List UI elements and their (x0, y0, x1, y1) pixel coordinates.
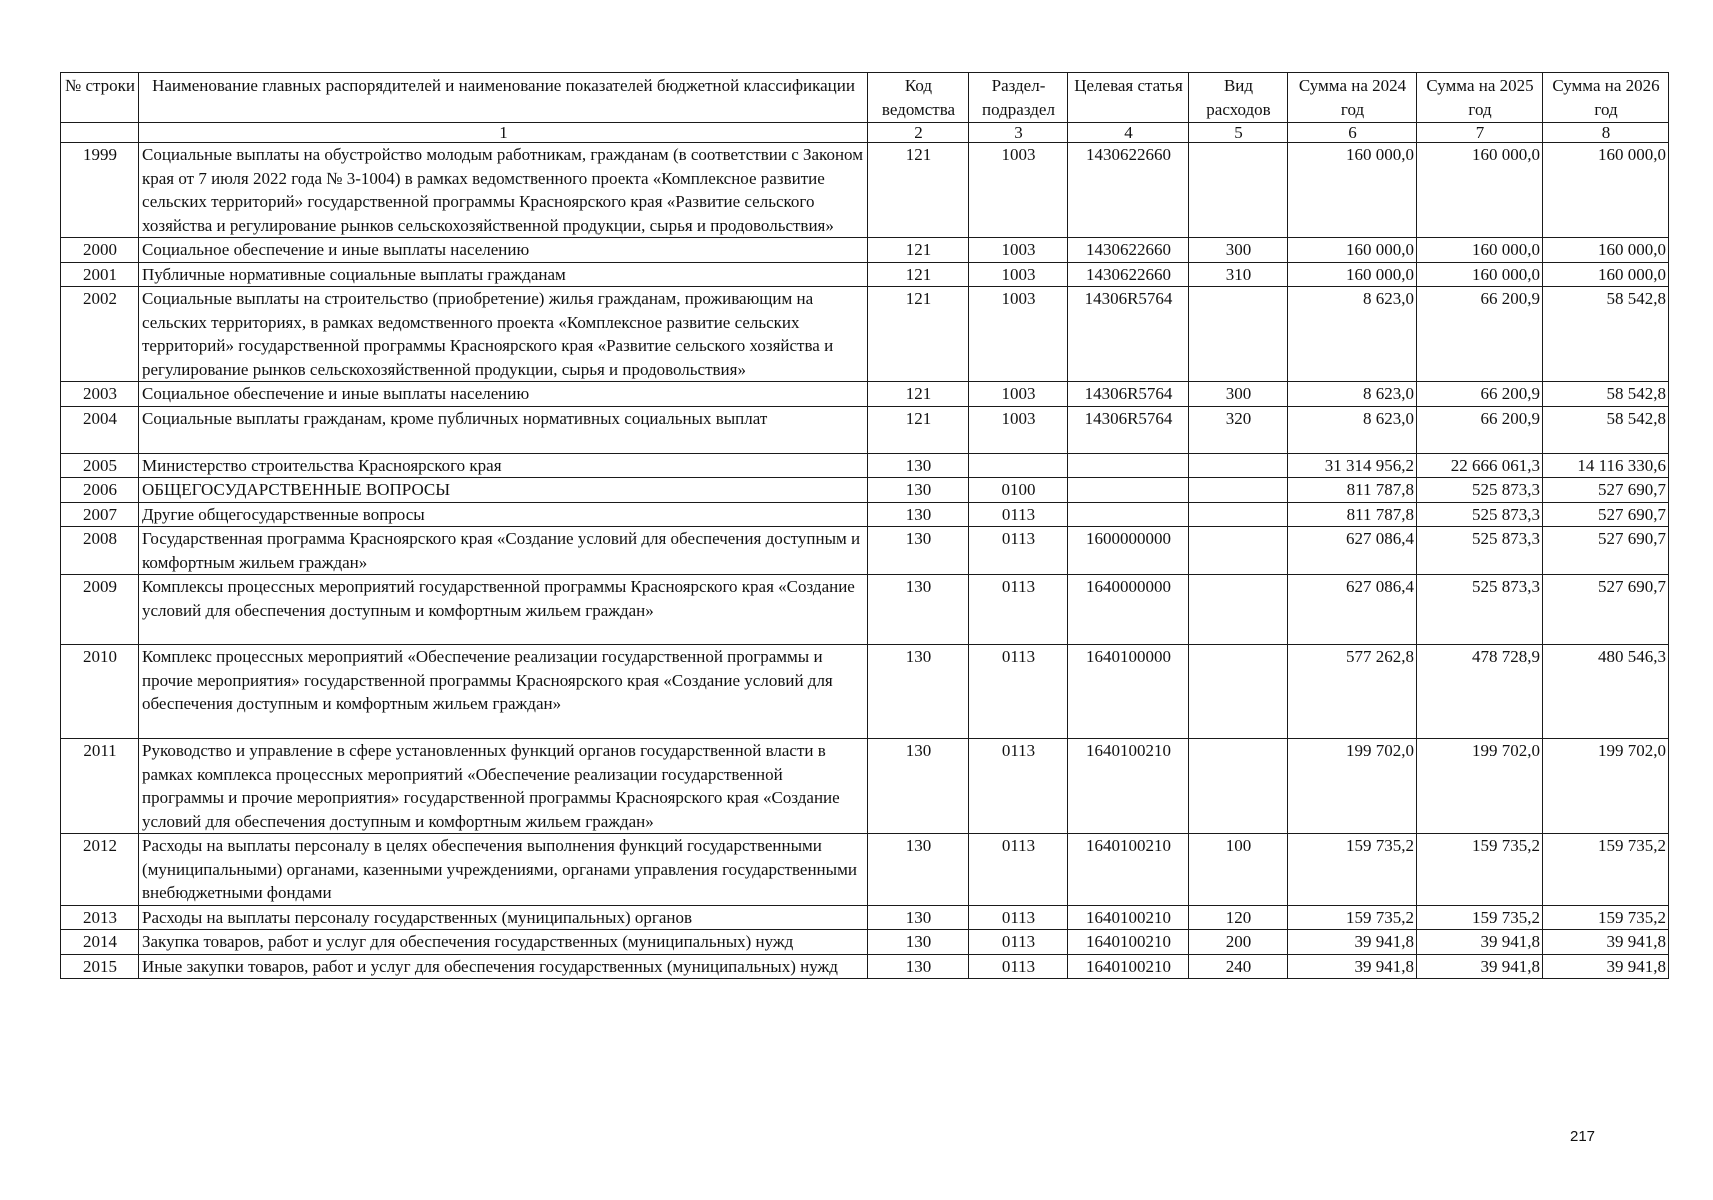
row-section (969, 453, 1068, 478)
row-sum-2024: 577 262,8 (1288, 645, 1417, 739)
row-expense-type (1189, 502, 1288, 527)
row-sum-2025: 159 735,2 (1417, 905, 1543, 930)
row-name: Социальное обеспечение и иные выплаты населению (139, 238, 868, 263)
row-sum-2026: 527 690,7 (1543, 502, 1669, 527)
row-department-code: 121 (868, 406, 969, 453)
row-name: Публичные нормативные социальные выплаты гражданам (139, 262, 868, 287)
budget-sheet (60, 72, 1668, 979)
table-row (61, 905, 1669, 930)
column-number: 8 (1543, 123, 1669, 143)
row-sum-2025: 199 702,0 (1417, 739, 1543, 834)
row-target-article: 1640100000 (1068, 645, 1189, 739)
row-name: Комплекс процессных мероприятий «Обеспечение реализации государственной программы и прочие мероприятия» государственной программы Красноярского края «Создание условий для обеспечения доступным и комфортным жильем граждан» (139, 645, 868, 739)
row-department-code: 130 (868, 739, 969, 834)
row-number: 2011 (61, 739, 139, 834)
row-target-article: 14306R5764 (1068, 287, 1189, 382)
row-section: 0113 (969, 739, 1068, 834)
row-sum-2024: 627 086,4 (1288, 575, 1417, 645)
table-row (61, 453, 1669, 478)
header-section: Раздел-подраздел (969, 73, 1068, 123)
row-sum-2026: 199 702,0 (1543, 739, 1669, 834)
row-name: Социальное обеспечение и иные выплаты населению (139, 382, 868, 407)
row-sum-2025: 160 000,0 (1417, 238, 1543, 263)
row-expense-type: 240 (1189, 954, 1288, 979)
column-number (61, 123, 139, 143)
row-target-article: 1640100210 (1068, 954, 1189, 979)
column-number: 4 (1068, 123, 1189, 143)
row-name: Министерство строительства Красноярского края (139, 453, 868, 478)
row-department-code: 130 (868, 645, 969, 739)
row-target-article: 1640100210 (1068, 834, 1189, 906)
row-department-code: 130 (868, 502, 969, 527)
row-sum-2025: 39 941,8 (1417, 930, 1543, 955)
row-section: 0113 (969, 930, 1068, 955)
row-sum-2024: 39 941,8 (1288, 954, 1417, 979)
row-sum-2026: 58 542,8 (1543, 406, 1669, 453)
table-row (61, 287, 1669, 382)
row-department-code: 130 (868, 954, 969, 979)
row-expense-type: 300 (1189, 238, 1288, 263)
row-expense-type: 120 (1189, 905, 1288, 930)
row-name: ОБЩЕГОСУДАРСТВЕННЫЕ ВОПРОСЫ (139, 478, 868, 503)
row-sum-2025: 66 200,9 (1417, 382, 1543, 407)
row-section: 0113 (969, 527, 1068, 575)
row-number: 2002 (61, 287, 139, 382)
row-sum-2024: 811 787,8 (1288, 502, 1417, 527)
row-section: 0113 (969, 575, 1068, 645)
row-department-code: 130 (868, 575, 969, 645)
row-department-code: 130 (868, 905, 969, 930)
row-sum-2026: 58 542,8 (1543, 287, 1669, 382)
table-row (61, 739, 1669, 834)
row-sum-2025: 525 873,3 (1417, 575, 1543, 645)
row-expense-type: 300 (1189, 382, 1288, 407)
row-number: 2005 (61, 453, 139, 478)
row-number: 2001 (61, 262, 139, 287)
row-expense-type: 310 (1189, 262, 1288, 287)
header-department-code: Код ведомства (868, 73, 969, 123)
row-name: Другие общегосударственные вопросы (139, 502, 868, 527)
row-department-code: 130 (868, 478, 969, 503)
row-number: 2013 (61, 905, 139, 930)
row-target-article: 1640100210 (1068, 739, 1189, 834)
row-expense-type (1189, 575, 1288, 645)
row-department-code: 130 (868, 930, 969, 955)
row-section: 0113 (969, 502, 1068, 527)
column-number: 3 (969, 123, 1068, 143)
row-sum-2024: 160 000,0 (1288, 143, 1417, 238)
row-sum-2025: 66 200,9 (1417, 406, 1543, 453)
row-expense-type: 100 (1189, 834, 1288, 906)
header-sum-2025: Сумма на 2025 год (1417, 73, 1543, 123)
row-sum-2026: 480 546,3 (1543, 645, 1669, 739)
row-sum-2025: 66 200,9 (1417, 287, 1543, 382)
table-row (61, 954, 1669, 979)
row-target-article: 1600000000 (1068, 527, 1189, 575)
row-section: 1003 (969, 406, 1068, 453)
table-row (61, 645, 1669, 739)
row-sum-2025: 160 000,0 (1417, 143, 1543, 238)
row-sum-2024: 160 000,0 (1288, 238, 1417, 263)
row-sum-2024: 160 000,0 (1288, 262, 1417, 287)
row-name: Иные закупки товаров, работ и услуг для обеспечения государственных (муниципальных) нужд (139, 954, 868, 979)
row-section: 1003 (969, 143, 1068, 238)
column-number: 2 (868, 123, 969, 143)
row-target-article (1068, 478, 1189, 503)
row-section: 0113 (969, 954, 1068, 979)
table-row (61, 382, 1669, 407)
row-department-code: 121 (868, 262, 969, 287)
row-name: Социальные выплаты на строительство (приобретение) жилья гражданам, проживающим на сельских территориях, в рамках ведомственного проекта «Комплексное развитие сельских территорий» государственной программы Красноярского края «Развитие сельского хозяйства и регулирование рынков сельскохозяйственной продукции, сырья и продовольствия» (139, 287, 868, 382)
row-sum-2025: 39 941,8 (1417, 954, 1543, 979)
row-section: 0100 (969, 478, 1068, 503)
row-sum-2026: 39 941,8 (1543, 930, 1669, 955)
row-expense-type (1189, 143, 1288, 238)
row-department-code: 130 (868, 834, 969, 906)
row-section: 1003 (969, 287, 1068, 382)
row-target-article: 1640100210 (1068, 930, 1189, 955)
header-row (61, 73, 1669, 123)
row-sum-2024: 627 086,4 (1288, 527, 1417, 575)
row-sum-2026: 527 690,7 (1543, 478, 1669, 503)
row-sum-2024: 199 702,0 (1288, 739, 1417, 834)
row-sum-2024: 159 735,2 (1288, 905, 1417, 930)
row-target-article (1068, 453, 1189, 478)
row-number: 2010 (61, 645, 139, 739)
row-target-article: 1430622660 (1068, 143, 1189, 238)
row-number: 1999 (61, 143, 139, 238)
row-number: 2014 (61, 930, 139, 955)
row-number: 2012 (61, 834, 139, 906)
row-sum-2026: 160 000,0 (1543, 262, 1669, 287)
header-sum-2026: Сумма на 2026 год (1543, 73, 1669, 123)
row-sum-2026: 527 690,7 (1543, 575, 1669, 645)
column-number-row (61, 123, 1669, 143)
row-sum-2025: 22 666 061,3 (1417, 453, 1543, 478)
row-name: Государственная программа Красноярского края «Создание условий для обеспечения доступным и комфортным жильем граждан» (139, 527, 868, 575)
row-name: Социальные выплаты на обустройство молодым работникам, гражданам (в соответствии с Законом края от 7 июля 2022 года № 3-1004) в рамках ведомственного проекта «Комплексное развитие сельских территорий» государственной программы Красноярского края «Развитие сельского хозяйства и регулирование рынков сельскохозяйственной продукции, сырья и продовольствия» (139, 143, 868, 238)
row-name: Руководство и управление в сфере установленных функций органов государственной власти в рамках комплекса процессных мероприятий «Обеспечение реализации государственной программы и прочие мероприятия» государственной программы Красноярского края «Создание условий для обеспечения доступным и комфортным жильем граждан» (139, 739, 868, 834)
row-department-code: 121 (868, 143, 969, 238)
row-expense-type (1189, 453, 1288, 478)
column-number: 6 (1288, 123, 1417, 143)
row-sum-2024: 8 623,0 (1288, 406, 1417, 453)
row-name: Закупка товаров, работ и услуг для обеспечения государственных (муниципальных) нужд (139, 930, 868, 955)
row-sum-2026: 159 735,2 (1543, 905, 1669, 930)
row-sum-2024: 8 623,0 (1288, 382, 1417, 407)
row-number: 2008 (61, 527, 139, 575)
header-target-article: Целевая статья (1068, 73, 1189, 123)
row-expense-type (1189, 527, 1288, 575)
row-department-code: 121 (868, 238, 969, 263)
row-sum-2026: 58 542,8 (1543, 382, 1669, 407)
row-sum-2025: 478 728,9 (1417, 645, 1543, 739)
table-row (61, 527, 1669, 575)
row-sum-2024: 811 787,8 (1288, 478, 1417, 503)
row-sum-2026: 159 735,2 (1543, 834, 1669, 906)
row-number: 2006 (61, 478, 139, 503)
row-name: Расходы на выплаты персоналу в целях обеспечения выполнения функций государственными (муниципальными) органами, казенными учреждениями, органами управления государственными внебюджетными фондами (139, 834, 868, 906)
row-number: 2015 (61, 954, 139, 979)
row-sum-2026: 39 941,8 (1543, 954, 1669, 979)
row-name: Расходы на выплаты персоналу государственных (муниципальных) органов (139, 905, 868, 930)
table-row (61, 502, 1669, 527)
row-section: 1003 (969, 262, 1068, 287)
row-expense-type (1189, 645, 1288, 739)
header-expense-type: Вид расходов (1189, 73, 1288, 123)
row-expense-type (1189, 478, 1288, 503)
row-section: 0113 (969, 834, 1068, 906)
row-sum-2025: 525 873,3 (1417, 502, 1543, 527)
table-row (61, 262, 1669, 287)
row-department-code: 130 (868, 453, 969, 478)
row-expense-type: 200 (1189, 930, 1288, 955)
row-sum-2024: 39 941,8 (1288, 930, 1417, 955)
row-sum-2026: 14 116 330,6 (1543, 453, 1669, 478)
budget-table (60, 72, 1669, 979)
row-target-article: 14306R5764 (1068, 382, 1189, 407)
table-row (61, 478, 1669, 503)
row-number: 2007 (61, 502, 139, 527)
row-target-article: 1640000000 (1068, 575, 1189, 645)
table-row (61, 575, 1669, 645)
row-sum-2026: 527 690,7 (1543, 527, 1669, 575)
row-target-article: 1430622660 (1068, 238, 1189, 263)
header-row-number: № строки (61, 73, 139, 123)
column-number: 1 (139, 123, 868, 143)
row-sum-2024: 8 623,0 (1288, 287, 1417, 382)
row-number: 2003 (61, 382, 139, 407)
row-sum-2024: 159 735,2 (1288, 834, 1417, 906)
row-name: Социальные выплаты гражданам, кроме публичных нормативных социальных выплат (139, 406, 868, 453)
header-name: Наименование главных распорядителей и наименование показателей бюджетной классификации (139, 73, 868, 123)
row-sum-2024: 31 314 956,2 (1288, 453, 1417, 478)
row-target-article: 14306R5764 (1068, 406, 1189, 453)
table-row (61, 143, 1669, 238)
row-sum-2026: 160 000,0 (1543, 238, 1669, 263)
column-number: 5 (1189, 123, 1288, 143)
row-target-article: 1640100210 (1068, 905, 1189, 930)
table-row (61, 238, 1669, 263)
row-section: 1003 (969, 382, 1068, 407)
row-number: 2004 (61, 406, 139, 453)
row-sum-2025: 525 873,3 (1417, 478, 1543, 503)
row-target-article (1068, 502, 1189, 527)
row-sum-2025: 160 000,0 (1417, 262, 1543, 287)
column-number: 7 (1417, 123, 1543, 143)
row-department-code: 121 (868, 382, 969, 407)
row-sum-2026: 160 000,0 (1543, 143, 1669, 238)
row-section: 0113 (969, 645, 1068, 739)
page-number: 217 (1570, 1128, 1596, 1145)
row-name: Комплексы процессных мероприятий государственной программы Красноярского края «Создание условий для обеспечения доступным и комфортным жильем граждан» (139, 575, 868, 645)
row-number: 2000 (61, 238, 139, 263)
table-row (61, 930, 1669, 955)
table-body (61, 143, 1669, 979)
row-expense-type: 320 (1189, 406, 1288, 453)
row-expense-type (1189, 739, 1288, 834)
row-expense-type (1189, 287, 1288, 382)
row-section: 1003 (969, 238, 1068, 263)
row-target-article: 1430622660 (1068, 262, 1189, 287)
table-row (61, 834, 1669, 906)
row-department-code: 130 (868, 527, 969, 575)
row-number: 2009 (61, 575, 139, 645)
table-row (61, 406, 1669, 453)
header-sum-2024: Сумма на 2024 год (1288, 73, 1417, 123)
row-sum-2025: 159 735,2 (1417, 834, 1543, 906)
row-section: 0113 (969, 905, 1068, 930)
row-department-code: 121 (868, 287, 969, 382)
row-sum-2025: 525 873,3 (1417, 527, 1543, 575)
